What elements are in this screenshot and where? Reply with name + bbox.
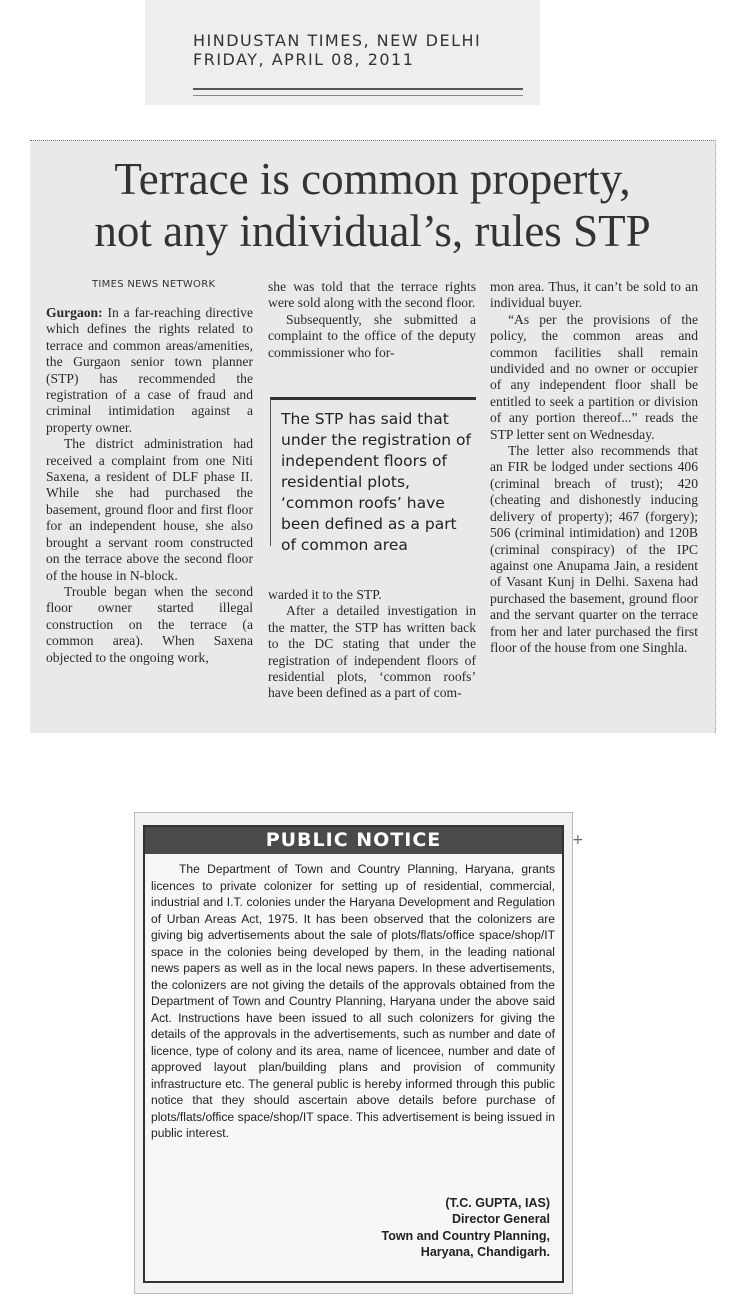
masthead-date: FRIDAY, APRIL 08, 2011 (193, 50, 415, 69)
signatory-designation: Director General (452, 1212, 550, 1227)
article-column-2 (268, 279, 476, 361)
article-paragraph: warded it to the STP. (268, 587, 382, 602)
signatory-name: (T.C. GUPTA, IAS) (445, 1196, 550, 1210)
signatory-location: Haryana, Chandigarh. (420, 1245, 550, 1260)
headline-line-1: Terrace is common property, (114, 154, 631, 204)
article-paragraph: The district administration had received a complaint from one Niti Saxena, a resident of DLF phase II. While she had purchased the basement, ground floor and first floor for an independent house, she also brought a servant room constructed on the terrace above the second floor of the house in N-block. (46, 436, 253, 583)
masthead-publication: HINDUSTAN TIMES, NEW DELHI (193, 31, 482, 50)
pull-quote (270, 397, 476, 554)
article-column-3 (490, 279, 698, 656)
public-notice (134, 812, 573, 1294)
plus-icon: + (572, 832, 584, 848)
public-notice-box (143, 825, 564, 1283)
notice-signature (381, 1195, 550, 1261)
dateline: Gurgaon: (46, 305, 103, 320)
article-paragraph: she was told that the terrace rights were sold along with the second floor. (268, 279, 476, 311)
article-paragraph: Gurgaon: In a far-reaching directive which defines the rights related to terrace and common areas/amenities, the Gurgaon senior town planner (STP) has recommended the registration of a case of fraud and criminal intimidation against a property owner. (46, 305, 253, 435)
pull-quote-text: The STP has said that under the registration of independent floors of residential plots, ‘common roofs’ have been defined as a part of common area (281, 410, 471, 554)
article-byline: TIMES NEWS NETWORK (92, 279, 216, 290)
notice-title: PUBLIC NOTICE (145, 827, 562, 854)
article-column-2-continued (268, 587, 476, 702)
signatory-department: Town and Country Planning, (381, 1228, 550, 1243)
news-article (30, 140, 716, 733)
article-headline (30, 153, 715, 257)
masthead (145, 0, 540, 105)
article-column-1 (46, 305, 253, 666)
headline-line-2: not any individual’s, rules STP (94, 206, 651, 256)
article-paragraph: mon area. Thus, it can’t be sold to an individual buyer. (490, 279, 698, 311)
article-paragraph: After a detailed investigation in the matter, the STP has written back to the DC stating that under the registration of independent floors of residential plots, ‘common roofs’ have been defined as a part of com- (268, 603, 476, 701)
article-paragraph: “As per the provisions of the policy, the common areas and common facilities shall remain undivided and no owner or occupier of any independent floor shall be entitled to seek a partition or division of any portion thereof...” reads the STP letter sent on Wednesday. (490, 311, 698, 442)
article-paragraph: The letter also recommends that an FIR be lodged under sections 406 (criminal breach of trust); 420 (cheating and dishonestly inducing delivery of property); 467 (forgery); 506 (criminal intimidation) and 120B (criminal conspiracy) of the IPC against one Anupama Jain, a resident of Vasant Kunj in Delhi. Saxena had purchased the basement, ground floor and the servant quarter on the terrace from her and later purchased the first floor of the house from one Singhla. (490, 443, 698, 655)
masthead-rule (193, 88, 523, 96)
notice-body: The Department of Town and Country Planning, Haryana, grants licences to private colonizer for setting up of residential, commercial, industrial and I.T. colonies under the Haryana Development and Regulation of Urban Areas Act, 1975. It has been observed that the colonizers are giving big advertisements about the sale of plots/flats/office space/shop/IT space in the colonies being developed by them, in the leading national news papers as well as in the local news papers. In these advertisements, the colonizers are not giving the details of the approvals obtained from the Department of Town and Country Planning, Haryana under the above said Act. Instructions have been issued to all such colonizers for giving the details of the approvals in the advertisements, such as number and date of licence, type of colony and its area, name of licencee, number and date of approved layout plan/building plans and provision of community infrastructure etc. The general public is hereby informed through this public notice that they should ascertain above details before purchase of plots/flats/office space/shop/IT space. This advertisement is being issued in public interest. (151, 862, 555, 1140)
article-paragraph: Subsequently, she submitted a complaint to the office of the deputy commissioner who for- (268, 311, 476, 360)
article-paragraph: Trouble began when the second floor owner started illegal construction on the terrace (a common area). When Saxena objected to the ongoing work, (46, 583, 253, 665)
